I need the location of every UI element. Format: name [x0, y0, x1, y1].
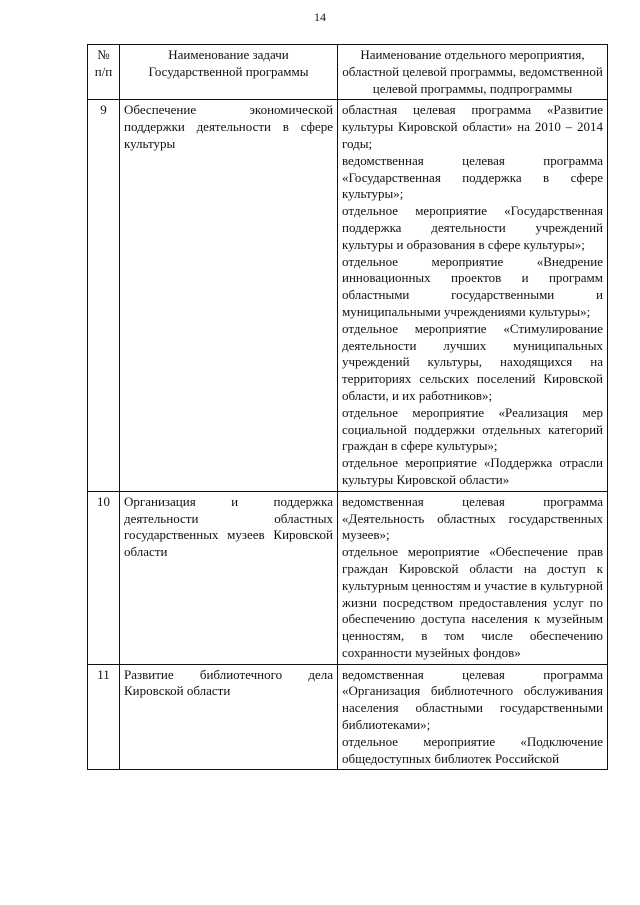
- activity-item: отдельное мероприятие «Подключение общедоступных библиотек Российской: [342, 733, 603, 766]
- activity-list: [338, 664, 608, 770]
- activity-item: отдельное мероприятие «Поддержка отрасли культуры Кировской области»: [342, 455, 603, 487]
- header-activity: Наименование отдельного мероприятия, областной целевой программы, ведомственной целевой программы, подпрограммы: [338, 45, 608, 100]
- activity-item: отдельное мероприятие «Стимулирование деятельности лучших муниципальных учреждений культуры, находящихся на территориях сельских поселений Кировской области, и их работников»;: [342, 320, 603, 403]
- table-row: [88, 664, 608, 770]
- task-name: Обеспечение экономической поддержки деятельности в сфере культуры: [120, 100, 338, 491]
- task-name: Организация и поддержка деятельности областных государственных музеев Кировской области: [120, 491, 338, 664]
- activity-item: отдельное мероприятие «Обеспечение прав граждан Кировской области на доступ к культурным ценностям и участие в культурной жизни посредством предоставления услуг по обеспечению доступа населения к музейным ценностям, в том числе обеспечению сохранности музейных фондов»: [342, 544, 603, 660]
- activity-item: ведомственная целевая программа «Государственная поддержка в сфере культуры»;: [342, 152, 603, 202]
- activity-item: отдельное мероприятие «Реализация мер социальной поддержки отдельных категорий граждан в сфере культуры»;: [342, 404, 603, 454]
- activity-item: отдельное мероприятие «Государственная поддержка деятельности учреждений культуры и образования в сфере культуры»;: [342, 203, 603, 252]
- page-number: 14: [314, 10, 326, 24]
- row-number: 10: [88, 491, 120, 664]
- task-name: Развитие библиотечного дела Кировской области: [120, 664, 338, 770]
- activity-item: отдельное мероприятие «Внедрение инновационных проектов и программ областными государственными и муниципальными учреждениями культуры»;: [342, 253, 603, 319]
- table-header-row: [88, 45, 608, 100]
- program-table: [87, 44, 608, 770]
- header-task: Наименование задачи Государственной программы: [120, 45, 338, 100]
- activity-item: ведомственная целевая программа «Организация библиотечного обслуживания населения областными государственными библиотеками»;: [342, 666, 603, 733]
- header-num: № п/п: [88, 45, 120, 100]
- row-number: 9: [88, 100, 120, 491]
- activity-item: ведомственная целевая программа «Деятельность областных государственных музеев»;: [342, 493, 603, 543]
- table-row: [88, 100, 608, 491]
- activity-item: областная целевая программа «Развитие культуры Кировской области» на 2010 – 2014 годы;: [342, 102, 603, 151]
- row-number: 11: [88, 664, 120, 770]
- activity-list: [338, 491, 608, 664]
- table-row: [88, 491, 608, 664]
- activity-list: [338, 100, 608, 491]
